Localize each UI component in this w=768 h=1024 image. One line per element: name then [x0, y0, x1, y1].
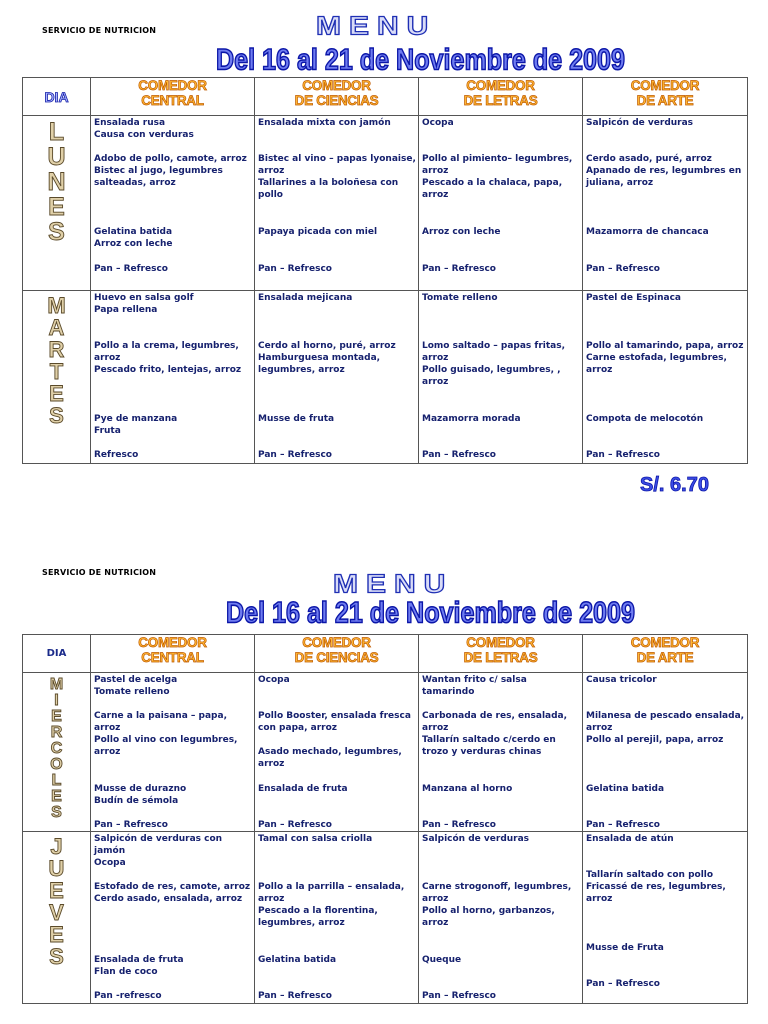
day-letter: I — [54, 692, 59, 709]
date-title-1: Del 16 al 21 de Noviembre de 2009 — [216, 43, 625, 76]
price-label: S/. 6.70 — [640, 474, 709, 496]
day-letter: V — [49, 900, 64, 925]
day-letter: A — [48, 315, 65, 340]
dia-header: DIA — [23, 635, 91, 673]
table-row: L U N E S Ensalada rusa Causa con verduras Adobo de pollo, camote, arroz Bistec al jugo, legumbres salteadas, arroz Gelatina batida Arroz con leche Pan – Refresco Ensalada mixta con jamón Bistec al vino – papas lyonaise, arroz Tallarines a la boloñesa con pollo Papaya picada con miel Pan – Refresco Ocopa Pollo al pimiento– legumbres, arroz Pescado a la chalaca, papa, arroz Arroz con leche Pan – Refresco Salpicón de verduras Cerdo asado, puré, arroz Apanado de res, legumbres en juliana, arroz Mazamorra de chancaca Pan – Refresco — [23, 116, 748, 291]
day-letter: L — [48, 118, 65, 146]
day-letter: E — [48, 193, 65, 221]
header-comedor-ciencias: COMEDOR DE CIENCIAS — [255, 635, 419, 673]
day-letter: T — [49, 359, 64, 384]
day-letter: E — [49, 878, 64, 903]
header-comedor-letras: COMEDOR DE LETRAS — [419, 635, 583, 673]
day-letter: J — [50, 834, 63, 859]
day-label-lunes — [23, 116, 91, 291]
day-letter: O — [50, 756, 63, 773]
day-letter: M — [47, 293, 66, 318]
day-letter: R — [50, 724, 63, 741]
day-letter: R — [48, 337, 65, 362]
day-letter: S — [48, 218, 65, 246]
table-row: M A R T E S Huevo en salsa golf Papa rellena Pollo a la crema, legumbres, arroz Pescado frito, lentejas, arroz Pye de manzana Fruta Refresco Ensalada mejicana Cerdo al horno, puré, arroz Hamburguesa montada, legumbres, arroz Musse de fruta Pan – Refresco Tomate relleno Lomo saltado – papas fritas, arroz Pollo guisado, legumbres, , arroz Mazamorra morada Pan – Refresco Pastel de Espinaca Pollo al tamarindo, papa, arroz Carne estofada, legumbres, arroz Compota de melocotón Pan – Refresco — [23, 291, 748, 464]
day-letter: C — [50, 740, 63, 757]
day-label-jueves — [23, 832, 91, 1004]
header-comedor-ciencias: COMEDOR DE CIENCIAS — [255, 78, 419, 116]
day-letter: S — [49, 403, 64, 428]
day-letter: M — [49, 676, 64, 693]
date-title-2: Del 16 al 21 de Noviembre de 2009 — [226, 596, 635, 629]
header-comedor-letras: COMEDOR DE LETRAS — [419, 78, 583, 116]
header-comedor-central: COMEDOR CENTRAL — [91, 635, 255, 673]
day-letter: E — [51, 708, 62, 725]
day-letter: N — [47, 168, 66, 196]
day-letter: S — [49, 944, 64, 969]
table-row: J U E V E S Salpicón de verduras con jamón Ocopa Estofado de res, camote, arroz Cerdo asado, ensalada, arroz Ensalada de fruta Flan de coco Pan -refresco Tamal con salsa criolla Pollo a la parrilla – ensalada, arroz Pescado a la florentina, legumbres, arroz Gelatina batida Pan – Refresco Salpicón de verduras Carne strogonoff, legumbres, arroz Pollo al horno, garbanzos, arroz Queque Pan – Refresco Ensalada de atún Tallarín saltado con pollo Fricassé de res, legumbres, arroz Musse de Fruta Pan – Refresco — [23, 832, 748, 1004]
service-label-1: SERVICIO DE NUTRICION — [42, 26, 157, 35]
day-letter: E — [49, 922, 64, 947]
day-letter: L — [51, 772, 62, 789]
menu-table-1 — [22, 77, 748, 464]
day-letter: U — [48, 856, 65, 881]
table-row: M I E R C O L E S Pastel de acelga Tomate relleno Carne a la paisana – papa, arroz Pollo al vino con legumbres, arroz Musse de durazno Budín de sémola Pan – Refresco Ocopa Pollo Booster, ensalada fresca con papa, arroz Asado mechado, legumbres, arroz Ensalada de fruta Pan – Refresco Wantan frito c/ salsa tamarindo Carbonada de res, ensalada, arroz Tallarín saltado c/cerdo en trozo y verduras chinas Manzana al horno Pan – Refresco Causa tricolor Milanesa de pescado ensalada, arroz Pollo al perejil, papa, arroz Gelatina batida Pan – Refresco — [23, 673, 748, 832]
service-label-2: SERVICIO DE NUTRICION — [42, 568, 157, 577]
day-letter: E — [51, 788, 62, 805]
header-comedor-central: COMEDOR CENTRAL — [91, 78, 255, 116]
day-letter: U — [47, 143, 66, 171]
day-letter: S — [51, 804, 62, 821]
day-label-miercoles — [23, 673, 91, 832]
menu-title-1: MENU — [316, 12, 437, 41]
day-letter: E — [49, 381, 64, 406]
header-comedor-arte: COMEDOR DE ARTE — [583, 78, 748, 116]
menu-title-2: MENU — [333, 570, 454, 599]
menu-table-2 — [22, 634, 748, 1004]
dia-header: DIA — [23, 78, 91, 116]
header-comedor-arte: COMEDOR DE ARTE — [583, 635, 748, 673]
day-label-martes — [23, 291, 91, 464]
